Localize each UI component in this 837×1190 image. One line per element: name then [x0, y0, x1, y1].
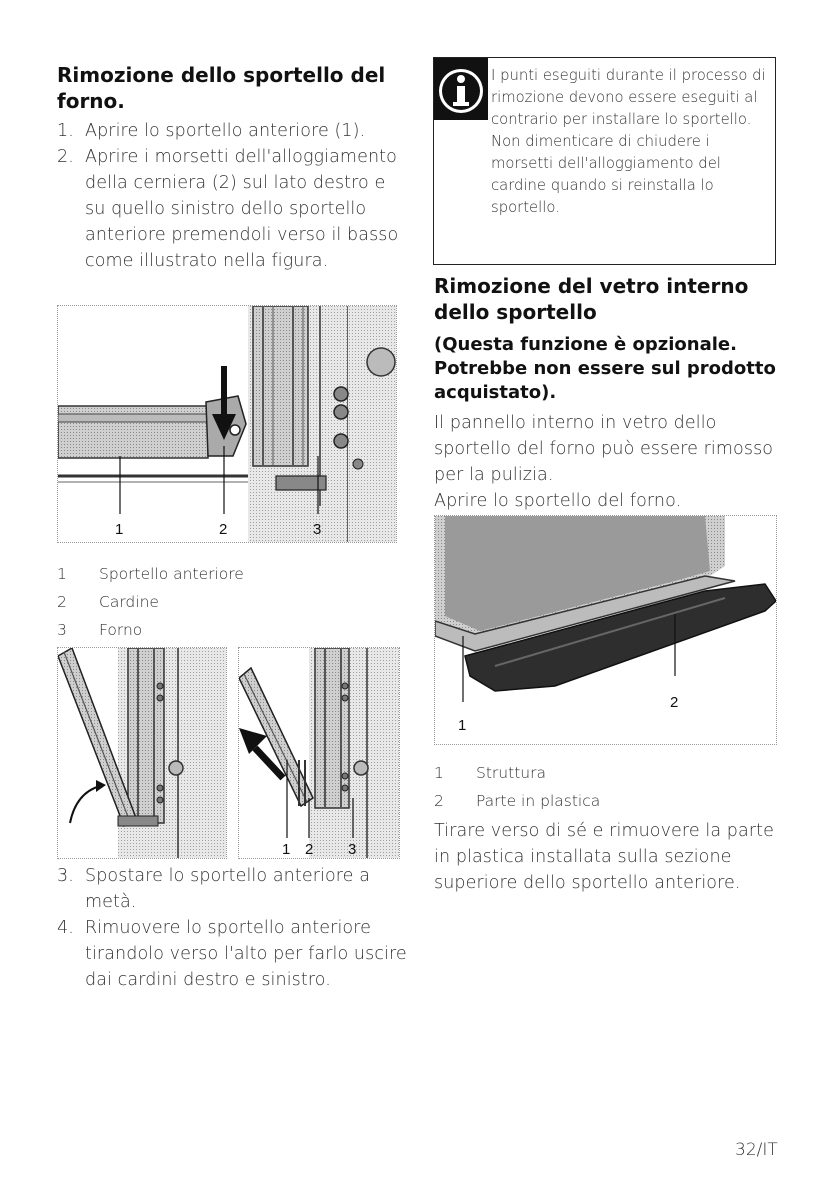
- figure-legend-door: [434, 759, 764, 815]
- list-item: 1 Sportello anteriore: [57, 565, 244, 583]
- figure-label: 2: [219, 521, 228, 538]
- figure-label: 2: [305, 841, 314, 858]
- door-half-closed-illustration: [58, 648, 226, 858]
- steps-list-a: [57, 118, 407, 274]
- info-icon: [434, 58, 488, 120]
- figure-label: 2: [670, 694, 679, 711]
- figure-label: 1: [282, 841, 291, 858]
- optional-feature-note: (Questa funzione è opzionale. Potrebbe non essere sul prodotto acquistato).: [434, 334, 776, 403]
- figure-door-lift: [238, 647, 400, 859]
- open-door-illustration: [435, 516, 776, 744]
- figure-hinge: [57, 305, 397, 543]
- paragraph-removable-glass: Il pannello interno in vetro dello sportello del forno può essere rimosso per la pulizia.: [434, 413, 774, 485]
- page-number: 32/IT: [735, 1140, 778, 1160]
- figure-label: 1: [115, 521, 124, 538]
- list-item: 3. Spostare lo sportello anteriore a metà.: [57, 866, 371, 912]
- figure-label: 3: [348, 841, 357, 858]
- figure-label: 1: [458, 717, 467, 734]
- hinge-illustration: [58, 306, 396, 542]
- info-note-box: [433, 57, 776, 265]
- list-item: 1 Struttura: [434, 764, 546, 782]
- list-item: 2 Parte in plastica: [434, 792, 601, 810]
- info-note-text: I punti eseguiti durante il processo di rimozione devono essere eseguiti al contrario per installare lo sportello. Non dimenticare di chiudere i morsetti dell'alloggiamento del cardine quando si reinstalla lo sportello.: [491, 67, 766, 216]
- figure-legend-hinge: [57, 560, 387, 644]
- list-item: 4. Rimuovere lo sportello anteriore tirandolo verso l'alto per farlo uscire dai cardini destro e sinistro.: [57, 918, 407, 990]
- list-item: 2. Aprire i morsetti dell'alloggiamento della cerniera (2) sul lato destro e su quello sinistro dello sportello anteriore premendoli verso il basso come illustrato nella figura.: [57, 147, 399, 271]
- figure-door-half-closed: [57, 647, 227, 859]
- paragraph-remove-plastic: Tirare verso di sé e rimuovere la parte in plastica installata sulla sezione superiore dello sportello anteriore.: [434, 821, 774, 893]
- door-lift-illustration: [239, 648, 399, 858]
- figure-open-door: [434, 515, 777, 745]
- list-item: 1. Aprire lo sportello anteriore (1).: [57, 121, 366, 141]
- list-item: 2 Cardine: [57, 593, 159, 611]
- section-heading-door-removal: Rimozione dello sportello del forno.: [57, 63, 386, 113]
- list-item: 3 Forno: [57, 621, 143, 639]
- section-heading-inner-glass: Rimozione del vetro interno dello sportello: [434, 274, 749, 324]
- paragraph-open-door: Aprire lo sportello del forno.: [434, 491, 682, 511]
- figure-label: 3: [313, 521, 322, 538]
- steps-list-b: [57, 863, 407, 993]
